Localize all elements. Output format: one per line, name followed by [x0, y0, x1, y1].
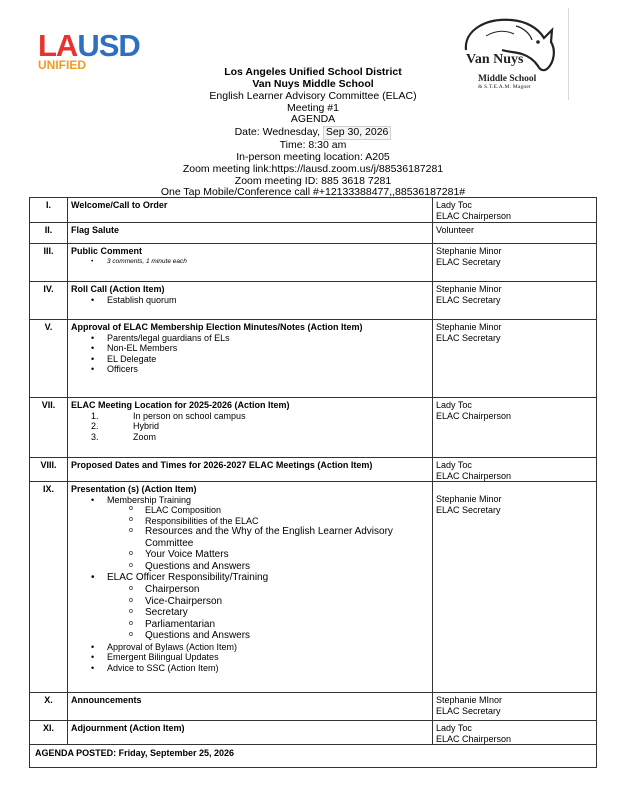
item-number: VIII.: [30, 458, 68, 482]
agenda-row: [30, 244, 597, 282]
list-item: • Officers: [71, 364, 429, 375]
sub-list-item: o Secretary: [71, 607, 429, 619]
sub-list-item: o Chairperson: [71, 584, 429, 596]
item-title: Adjournment (Action Item): [71, 723, 185, 733]
agenda-row: [30, 693, 597, 721]
item-content: [68, 282, 433, 320]
sub-list-item: o Responsibilities of the ELAC: [71, 516, 429, 527]
zoom-id: Zoom meeting ID: 885 3618 7281: [234, 175, 392, 187]
responsible-name: Lady Toc: [436, 460, 472, 470]
list-item: • Establish quorum: [71, 295, 429, 306]
sub-list-item: o Vice-Chairperson: [71, 596, 429, 608]
item-title: Roll Call (Action Item): [71, 284, 165, 294]
item-title: Presentation (s) (Action Item): [71, 484, 197, 494]
item-number: III.: [30, 244, 68, 282]
item-title: Flag Salute: [71, 225, 120, 235]
item-number: IV.: [30, 282, 68, 320]
list-item: • Emergent Bilingual Updates: [71, 652, 429, 663]
sub-list-item: o Parliamentarian: [71, 619, 429, 631]
responsible-role: ELAC Secretary: [436, 294, 501, 305]
responsible-name: Lady Toc: [436, 400, 472, 410]
item-title: Approval of ELAC Membership Election Minutes/Notes (Action Item): [71, 322, 363, 332]
logo-school-word: Van Nuys: [466, 52, 524, 67]
item-number: I.: [30, 198, 68, 223]
responsible-role: ELAC Secretary: [436, 705, 501, 716]
item-content: [68, 721, 433, 745]
sub-list-item: o Resources and the Why of the English Learner Advisory Committee: [71, 526, 429, 549]
item-responsible: [433, 198, 597, 223]
item-responsible: [433, 223, 597, 244]
agenda-footer-row: [30, 745, 597, 768]
sub-list-item: o ELAC Composition: [71, 505, 429, 516]
item-responsible: [433, 458, 597, 482]
item-responsible: [433, 398, 597, 458]
logo-school-tag: & S.T.E.A.M. Magnet: [478, 84, 531, 90]
list-item: 3. Zoom: [91, 431, 157, 442]
agenda-row: [30, 223, 597, 244]
list-item: • Advice to SSC (Action Item): [71, 663, 429, 674]
list-item: 1. In person on school campus: [91, 410, 246, 421]
lausd-logo-text: LAUSD: [38, 28, 140, 63]
responsible-role: ELAC Chairperson: [436, 410, 512, 421]
school-name: Van Nuys Middle School: [252, 78, 374, 90]
responsible-role: ELAC Secretary: [436, 504, 501, 515]
responsible-role: ELAC Chairperson: [436, 210, 512, 221]
agenda-row: [30, 482, 597, 693]
list-item: • Parents/legal guardians of ELs: [71, 333, 429, 344]
responsible-role: ELAC Secretary: [436, 256, 501, 267]
agenda-row: [30, 320, 597, 398]
responsible-name: Stephanie Minor: [436, 494, 502, 504]
agenda-table: [29, 197, 597, 768]
item-number: XI.: [30, 721, 68, 745]
sub-list-item: o Questions and Answers: [71, 630, 429, 642]
item-content: [68, 398, 433, 458]
item-title: Proposed Dates and Times for 2026-2027 ELAC Meetings (Action Item): [71, 460, 373, 470]
item-content: [68, 244, 433, 282]
list-item: • Non-EL Members: [71, 343, 429, 354]
item-title: Public Comment: [71, 246, 143, 256]
responsible-name: Volunteer: [436, 225, 475, 235]
lausd-logo-sub: UNIFIED: [38, 58, 86, 72]
item-responsible: [433, 693, 597, 721]
item-number: V.: [30, 320, 68, 398]
responsible-name: Stephanie MInor: [436, 695, 503, 705]
sub-list-item: o Your Voice Matters: [71, 549, 429, 561]
item-note: • 3 comments, 1 minute each: [71, 257, 429, 266]
list-item: • Membership Training: [71, 495, 429, 506]
item-content: [68, 482, 433, 693]
item-responsible: [433, 282, 597, 320]
agenda-row: [30, 721, 597, 745]
responsible-name: Lady Toc: [436, 200, 472, 210]
responsible-name: Lady Toc: [436, 723, 472, 733]
committee-name: English Learner Advisory Committee (ELAC): [209, 90, 417, 102]
one-tap-line: One Tap Mobile/Conference call #+12133388477,,88536187281#: [160, 186, 466, 198]
item-number: IX.: [30, 482, 68, 693]
item-number: X.: [30, 693, 68, 721]
agenda-posted-date: AGENDA POSTED: Friday, September 25, 2026: [30, 745, 597, 768]
item-responsible: [433, 721, 597, 745]
responsible-role: ELAC Chairperson: [436, 733, 512, 744]
meeting-number: Meeting #1: [287, 102, 339, 114]
district-name: Los Angeles Unified School District: [224, 66, 402, 78]
meeting-time: Time: 8:30 am: [279, 139, 347, 151]
responsible-role: ELAC Chairperson: [436, 470, 512, 481]
item-title: Welcome/Call to Order: [71, 200, 168, 210]
list-item: • EL Delegate: [71, 354, 429, 365]
sub-list-item: o Questions and Answers: [71, 561, 429, 573]
agenda-row: [30, 398, 597, 458]
list-item: 2. Hybrid: [91, 421, 160, 431]
document-type: AGENDA: [290, 113, 336, 125]
responsible-name: Stephanie Minor: [436, 284, 502, 294]
zoom-link: Zoom meeting link:https://lausd.zoom.us/j/88536187281: [182, 163, 444, 175]
item-responsible: [433, 482, 597, 693]
responsible-name: Stephanie Minor: [436, 322, 502, 332]
item-responsible: [433, 320, 597, 398]
agenda-row: [30, 198, 597, 223]
item-title: Announcements: [71, 695, 142, 705]
item-content: [68, 693, 433, 721]
meeting-location: In-person meeting location: A205: [236, 151, 390, 163]
item-content: [68, 458, 433, 482]
list-item: • ELAC Officer Responsibility/Training: [71, 572, 429, 584]
item-title: ELAC Meeting Location for 2025-2026 (Action Item): [71, 400, 290, 410]
responsible-role: ELAC Secretary: [436, 332, 501, 343]
item-number: II.: [30, 223, 68, 244]
agenda-row: [30, 458, 597, 482]
list-item: • Approval of Bylaws (Action Item): [71, 642, 429, 653]
meeting-date: [0, 126, 626, 140]
agenda-row: [30, 282, 597, 320]
date-value: Sep 30, 2026: [323, 126, 391, 140]
responsible-name: Stephanie Minor: [436, 246, 502, 256]
logo-school-name: Middle School: [478, 74, 537, 84]
item-content: [68, 320, 433, 398]
lausd-logo: [38, 30, 168, 72]
item-content: [68, 198, 433, 223]
date-prefix: Date: Wednesday,: [234, 126, 320, 138]
item-content: [68, 223, 433, 244]
item-responsible: [433, 244, 597, 282]
item-number: VII.: [30, 398, 68, 458]
